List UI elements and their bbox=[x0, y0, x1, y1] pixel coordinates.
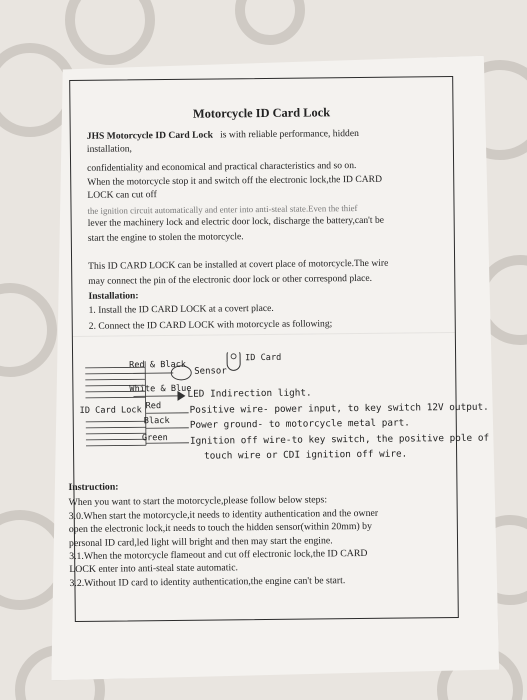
intro-line-rest: is with reliable performance, hidden bbox=[220, 127, 359, 141]
intro-line: LOCK can cut off bbox=[87, 189, 157, 202]
intro-paragraph bbox=[87, 127, 444, 245]
intro-line: When the motorcycle stop it and switch off the electronic lock,the ID CARD bbox=[87, 174, 383, 189]
instruction-line: 3.2.Without ID card to identity authentication,the engine can't be start. bbox=[69, 575, 346, 589]
black-wire-description: Power ground- to motorcycle metal part. bbox=[189, 417, 410, 431]
wire-white-blue-label: White & Blue bbox=[129, 383, 192, 395]
instruction-line: When you want to start the motorcycle,please follow below steps: bbox=[68, 494, 328, 509]
installation-section bbox=[88, 257, 445, 334]
id-card-label: ID Card bbox=[245, 352, 282, 364]
wire-black-label: Black bbox=[143, 415, 170, 427]
document-title: Motorcycle ID Card Lock bbox=[192, 105, 331, 121]
instruction-line: open the electronic lock,it needs to touch the hidden sensor(within 20mm) by bbox=[68, 521, 373, 536]
green-wire-description-cont: touch wire or CDI ignition off wire. bbox=[204, 448, 408, 462]
wire-green-label: Green bbox=[141, 433, 168, 444]
intro-line: the ignition circuit automatically and enter into anti-steal state.Even the thief bbox=[87, 202, 358, 216]
red-wire-description: Positive wire- power input, to key switch 12V output. bbox=[189, 401, 489, 416]
green-wire-description: Ignition off wire-to key switch, the positive pole of bbox=[189, 432, 490, 447]
instruction-line: LOCK enter into anti-steal state automatic. bbox=[69, 562, 239, 576]
install-step: 1. Install the ID CARD LOCK at a covert place. bbox=[88, 303, 274, 317]
id-card-lock-box-label: ID Card Lock bbox=[79, 405, 142, 416]
instruction-line: 3.1.When the motorcycle flameout and cut off electronic lock,the ID CARD bbox=[69, 547, 368, 563]
wire-red-label: Red bbox=[145, 401, 162, 412]
instruction-line: 3.0.When start the motorcycle,it needs to identity authentication and the owner bbox=[68, 507, 379, 522]
sensor-label: Sensor bbox=[194, 366, 227, 377]
intro-line: start the engine to stolen the motorcycle. bbox=[87, 230, 244, 244]
wiring-diagram bbox=[73, 350, 490, 474]
document-frame bbox=[68, 76, 490, 622]
installation-heading: Installation: bbox=[88, 289, 139, 302]
install-intro-line: This ID CARD LOCK can be installed at covert place of motorcycle.The wire bbox=[88, 257, 389, 272]
install-intro-line: may connect the pin of the electronic door lock or other correspond place. bbox=[88, 272, 373, 287]
instruction-line: personal ID card,led light will bright and then may start the engine. bbox=[68, 534, 333, 549]
instruction-section bbox=[68, 477, 469, 590]
id-card-tag-icon bbox=[227, 350, 240, 370]
wire-red-black-label: Red & Black bbox=[129, 359, 187, 371]
led-description: LED Indirection light. bbox=[187, 387, 312, 400]
instruction-heading: Instruction: bbox=[68, 481, 119, 494]
product-name: JHS Motorcycle ID Card Lock bbox=[86, 129, 213, 142]
install-step: 2. Connect the ID CARD LOCK with motorcycle as following; bbox=[88, 318, 333, 333]
intro-line: confidentiality and economical and practical characteristics and so on. bbox=[87, 159, 357, 174]
intro-line: lever the machinery lock and electric door lock, discharge the battery,can't be bbox=[87, 214, 385, 229]
intro-line: installation, bbox=[86, 143, 132, 155]
